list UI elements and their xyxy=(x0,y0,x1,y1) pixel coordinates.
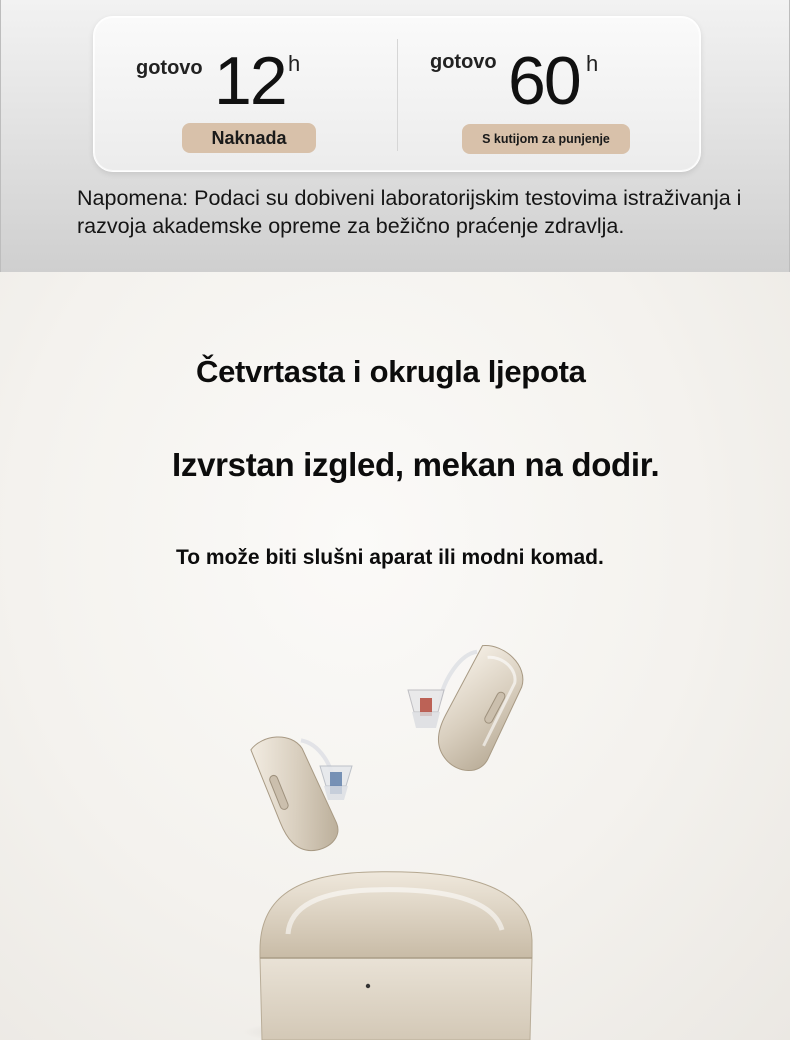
spec-label-left: Naknada xyxy=(182,123,316,153)
battery-spec-banner xyxy=(0,0,790,272)
ear-tip-right xyxy=(408,690,444,728)
spec-prefix-left: gotovo xyxy=(136,57,203,79)
charging-case xyxy=(242,872,532,1040)
ear-tip-left xyxy=(320,766,352,800)
spec-number-right: 60 xyxy=(508,43,580,119)
spec-unit-right: h xyxy=(586,51,599,76)
headline-primary: Četvrtasta i okrugla ljepota xyxy=(196,354,586,389)
spec-label-right: S kutijom za punjenje xyxy=(462,124,630,154)
case-indicator-light xyxy=(366,984,370,988)
spec-prefix-right: gotovo xyxy=(430,51,497,73)
headline-tagline: To može biti slušni aparat ili modni komad. xyxy=(176,546,604,569)
spec-number-left: 12 xyxy=(214,43,286,119)
spec-unit-left: h xyxy=(288,51,301,76)
hearing-aid-product-image xyxy=(230,640,570,1040)
headline-secondary: Izvrstan izgled, mekan na dodir. xyxy=(172,446,660,483)
battery-spec-card xyxy=(93,16,701,172)
card-divider xyxy=(397,39,398,151)
lab-test-note: Napomena: Podaci su dobiveni laboratorijskim testovima istraživanja i razvoja akademske opreme za bežično praćenje zdravlja. xyxy=(77,186,742,238)
